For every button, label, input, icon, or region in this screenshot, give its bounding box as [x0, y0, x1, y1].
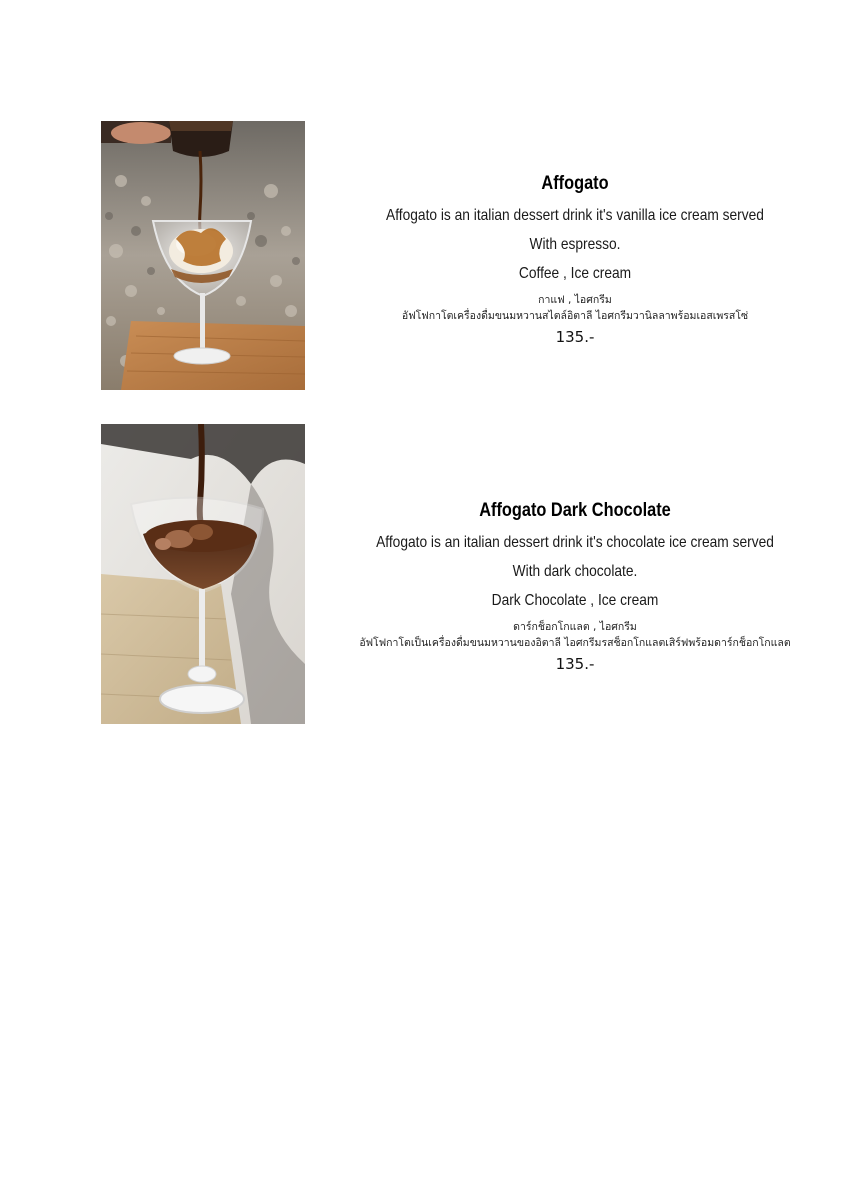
price: 135.- — [555, 328, 595, 346]
affogato-dark-chocolate-photo — [101, 424, 305, 724]
description-en-line-1: Affogato is an italian dessert drink it's vanilla ice cream served — [386, 207, 764, 224]
description-en-line-2: With espresso. — [529, 236, 621, 253]
description-en-line-1: Affogato is an italian dessert drink it's chocolate ice cream served — [376, 534, 774, 551]
affogato-illustration — [101, 121, 305, 390]
affogato-dark-chocolate-text — [330, 498, 820, 675]
affogato-text — [330, 171, 820, 348]
price: 135.- — [555, 655, 595, 673]
menu-item-affogato-dark-chocolate — [0, 424, 848, 724]
description-en-line-2: With dark chocolate. — [512, 563, 638, 580]
affogato-dark-chocolate-illustration — [101, 424, 305, 724]
description-th: อัฟโฟกาโตเป็นเครื่องดื่มขนมหวานของอิตาลี ไอศกรีมรสช็อกโกแลตเสิร์ฟพร้อมดาร์กช็อกโกแลต — [359, 637, 791, 649]
ingredients-en: Dark Chocolate , Ice cream — [491, 592, 659, 609]
ingredients-th: กาแฟ , ไอศกรีม — [538, 294, 612, 306]
affogato-photo — [101, 121, 305, 390]
menu-item-affogato — [0, 121, 848, 391]
item-title: Affogato Dark Chocolate — [479, 500, 671, 521]
ingredients-th: ดาร์กช็อกโกแลต , ไอศกรีม — [513, 621, 637, 633]
description-th: อัฟโฟกาโตเครื่องดื่มขนมหวานสไตล์อิตาลี ไอศกรีมวานิลลาพร้อมเอสเพรสโซ่ — [401, 310, 749, 322]
ingredients-en: Coffee , Ice cream — [518, 265, 632, 282]
item-title: Affogato — [541, 173, 609, 194]
